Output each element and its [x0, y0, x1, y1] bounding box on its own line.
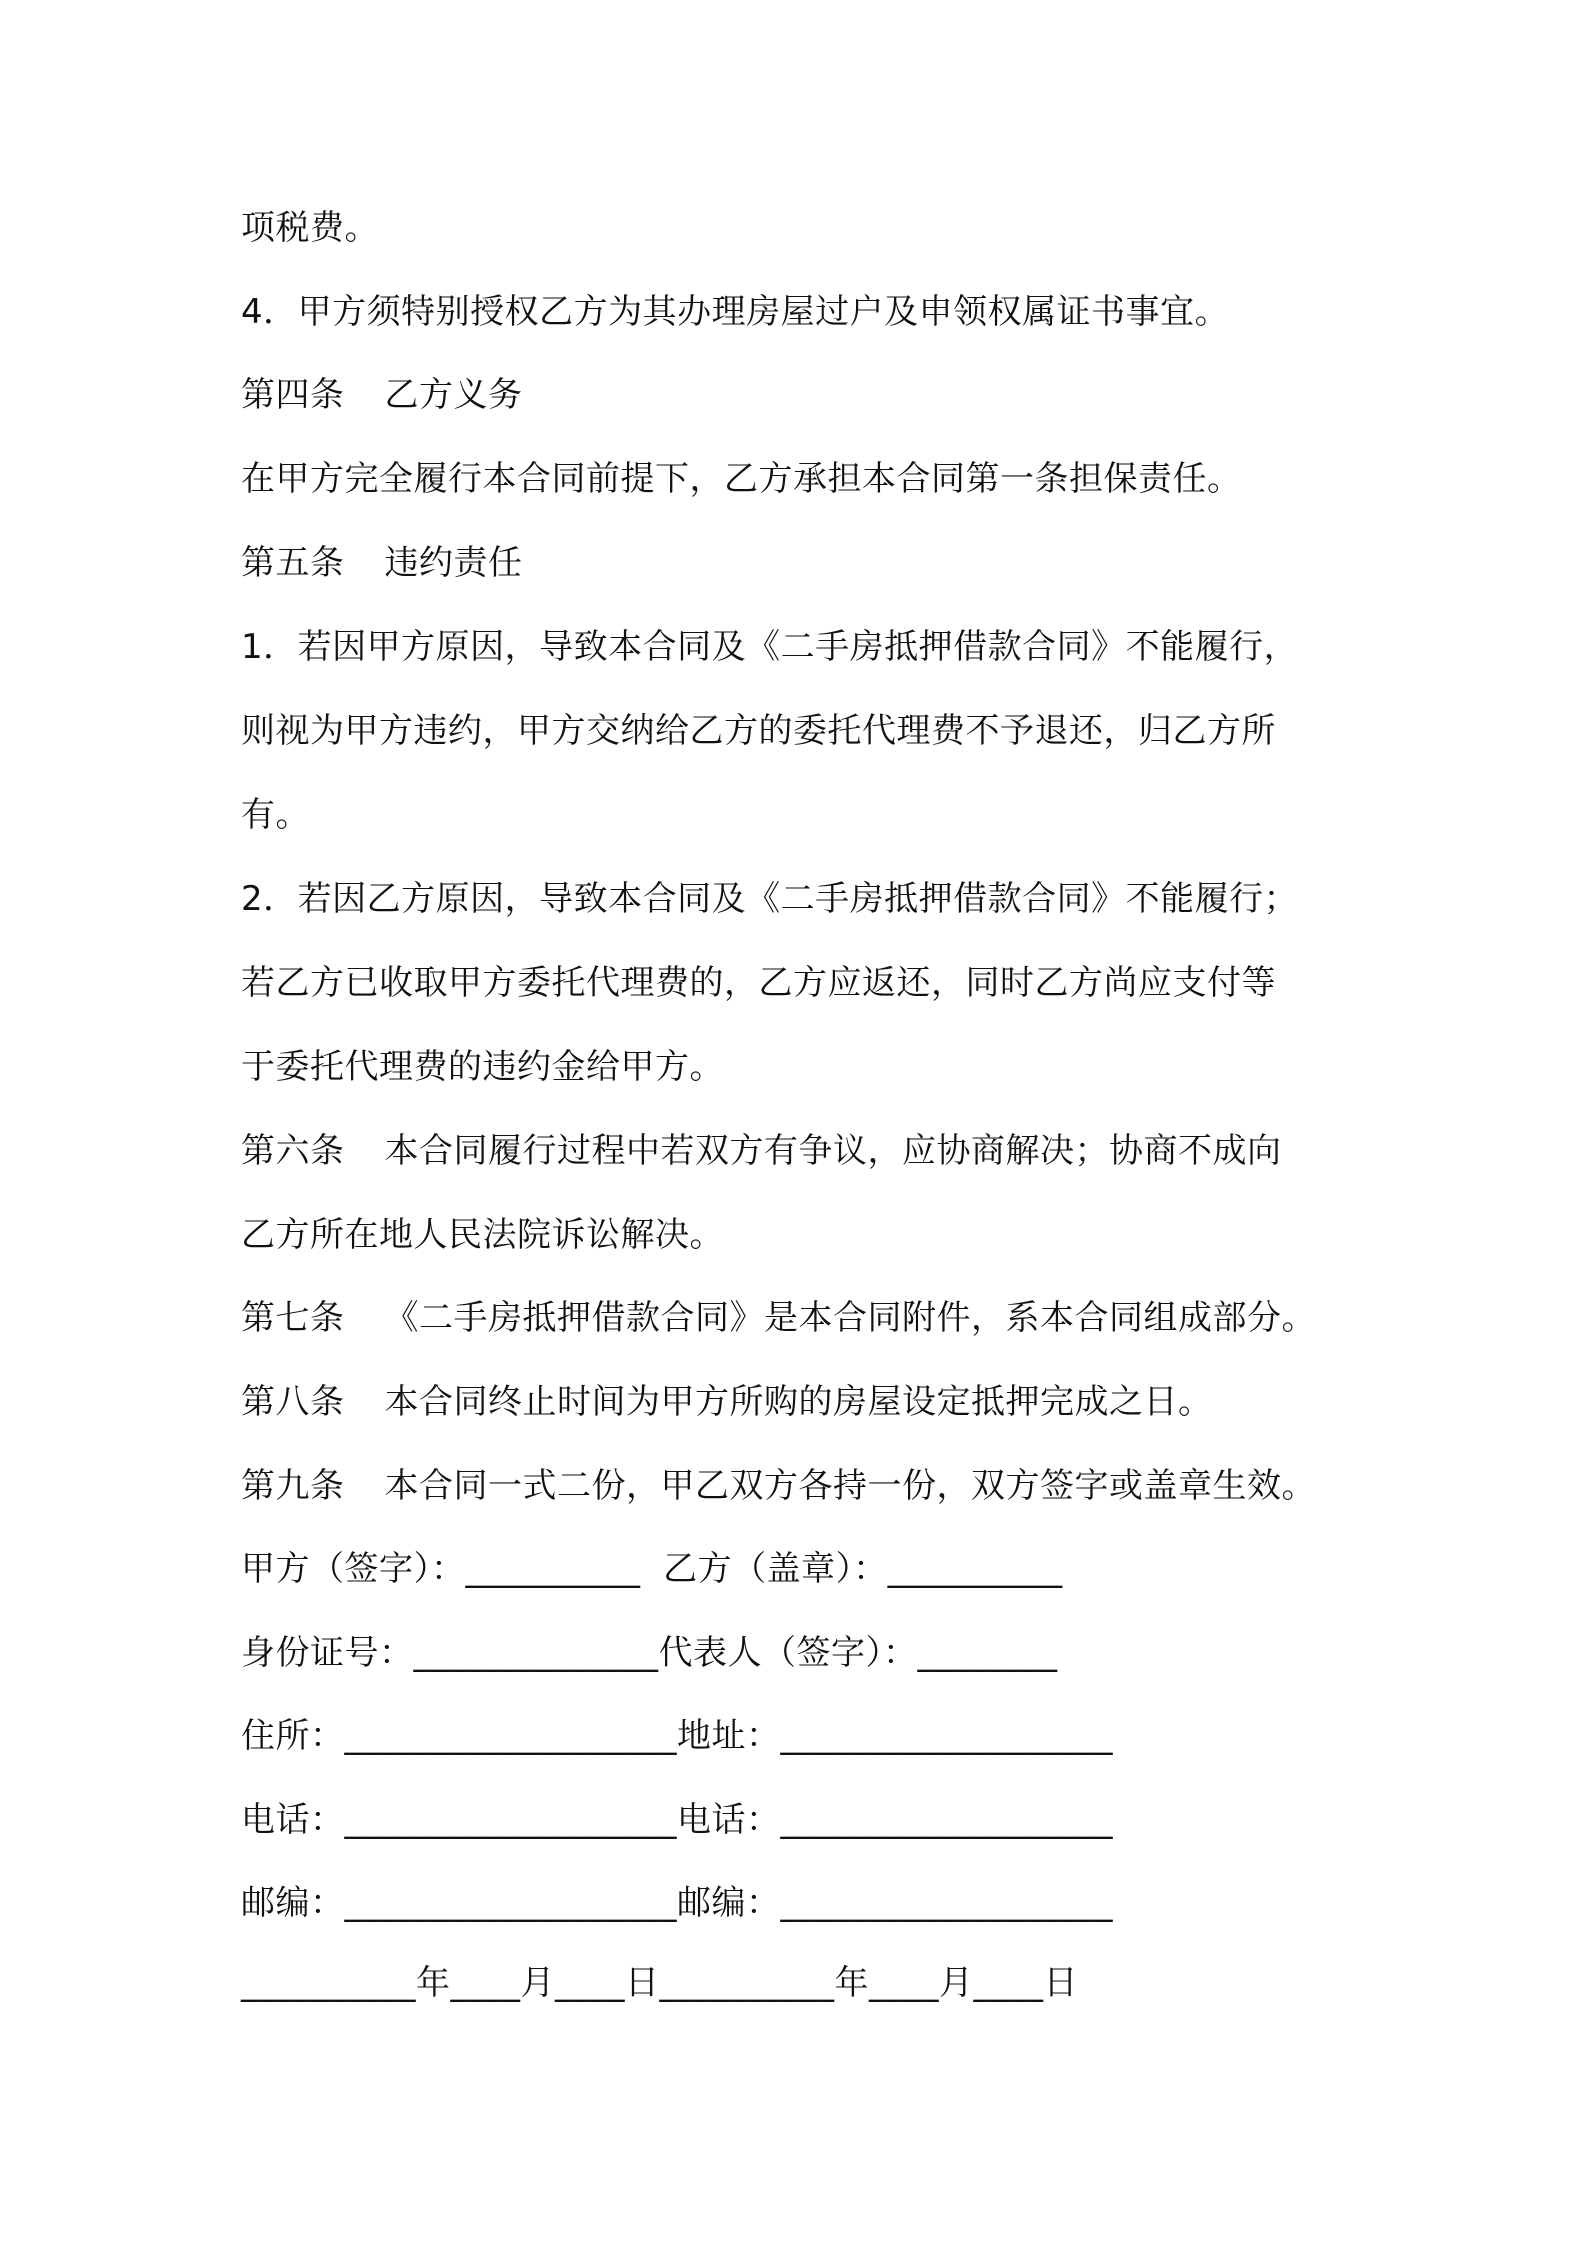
signature-row-date: __________年____月____日__________年____月____日: [241, 1963, 1078, 2003]
text-line: 于委托代理费的违约金给甲方。: [241, 1047, 724, 1087]
text-line: 若乙方已收取甲方委托代理费的，乙方应返还，同时乙方尚应支付等: [241, 963, 1276, 1003]
text-line: 乙方所在地人民法院诉讼解决。: [241, 1215, 724, 1255]
article-text: 本合同一式二份，甲乙双方各持一份，双方签字或盖章生效。: [384, 1466, 1316, 1506]
text-line: 4．甲方须特别授权乙方为其办理房屋过户及申领权属证书事宜。: [241, 292, 1230, 332]
article-text: 本合同履行过程中若双方有争议，应协商解决；协商不成向: [384, 1131, 1282, 1171]
article-8: [241, 1382, 1213, 1422]
article-4-heading: [241, 375, 523, 415]
article-text: 《二手房抵押借款合同》是本合同附件，系本合同组成部分。: [384, 1298, 1316, 1338]
article-title: 乙方义务: [384, 375, 523, 415]
signature-row-phone: 电话：___________________电话：___________________: [241, 1800, 1113, 1840]
signature-row-address: 住所：___________________地址：___________________: [241, 1716, 1113, 1756]
article-title: 违约责任: [384, 543, 523, 583]
article-5-heading: [241, 543, 523, 583]
article-6: [241, 1131, 1282, 1171]
article-number: 第五条: [241, 543, 345, 583]
signature-row-postcode: 邮编：___________________邮编：___________________: [241, 1883, 1113, 1923]
text-line: 有。: [241, 795, 310, 835]
article-number: 第六条: [241, 1131, 345, 1171]
signature-row-id: 身份证号：______________代表人（签字）：________: [241, 1633, 1058, 1673]
article-7: [241, 1298, 1316, 1338]
text-line: 项税费。: [241, 208, 379, 248]
text-line: 2．若因乙方原因，导致本合同及《二手房抵押借款合同》不能履行；: [241, 879, 1299, 919]
text-line: 则视为甲方违约，甲方交纳给乙方的委托代理费不予退还，归乙方所: [241, 711, 1276, 751]
article-text: 本合同终止时间为甲方所购的房屋设定抵押完成之日。: [384, 1382, 1213, 1422]
article-number: 第八条: [241, 1382, 345, 1422]
article-number: 第七条: [241, 1298, 345, 1338]
text-line: 在甲方完全履行本合同前提下，乙方承担本合同第一条担保责任。: [241, 459, 1242, 499]
text-line: 1．若因甲方原因，导致本合同及《二手房抵押借款合同》不能履行，: [241, 627, 1299, 667]
article-number: 第四条: [241, 375, 345, 415]
signature-row-party: 甲方（签字）：__________ 乙方（盖章）：__________: [241, 1549, 1063, 1589]
article-number: 第九条: [241, 1466, 345, 1506]
article-9: [241, 1466, 1316, 1506]
